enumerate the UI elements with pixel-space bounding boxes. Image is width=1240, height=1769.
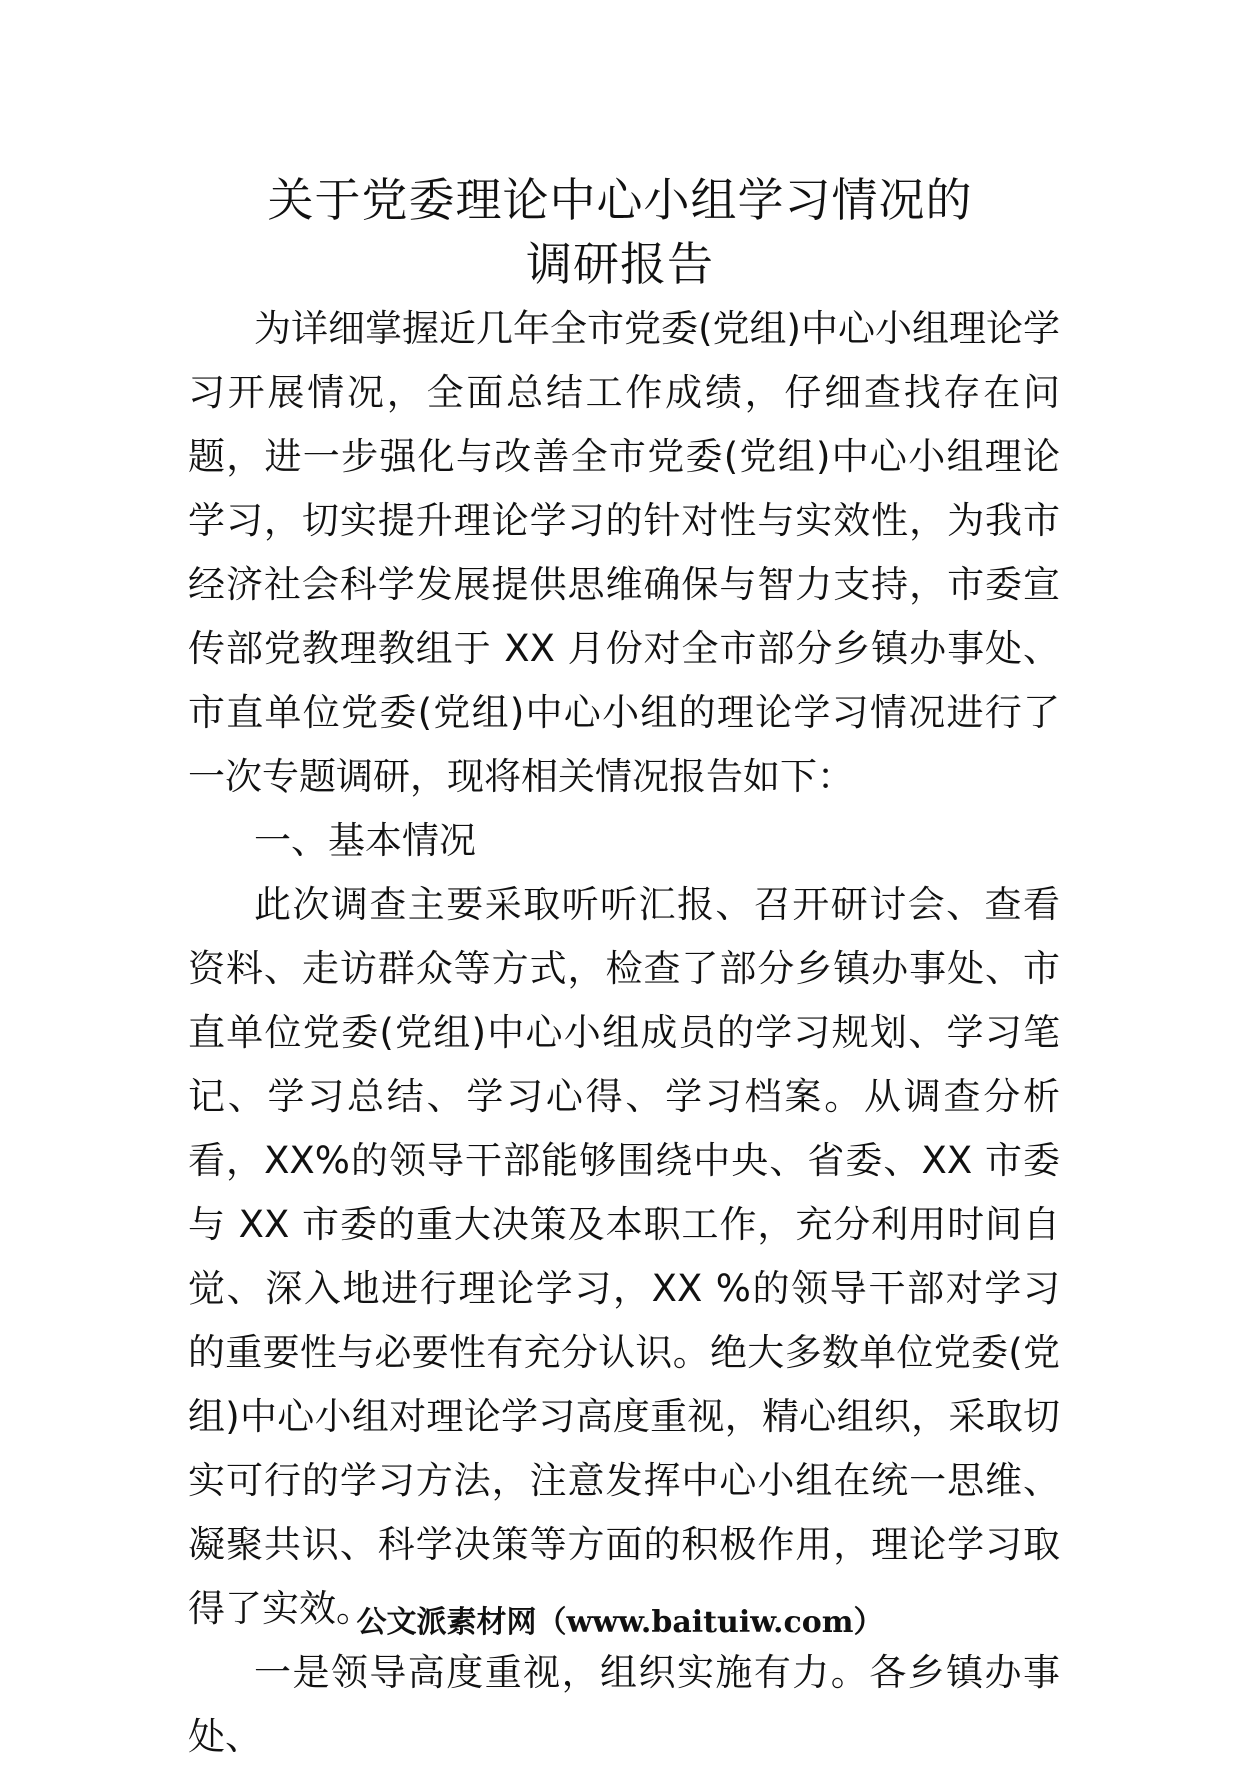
basic-situation-paragraph: 此次调查主要采取听听汇报、召开研讨会、查看资料、走访群众等方式，检查了部分乡镇办事处、市直单位党委(党组)中心小组成员的学习规划、学习笔记、学习总结、学习心得、学习档案。从调查分析看，XX%的领导干部能够围绕中央、省委、XX 市委与 XX 市委的重大决策及本职工作，充分利用时间自觉、深入地进行理论学习，XX %的领导干部对学习的重要性与必要性有充分认识。绝大多数单位党委(党组)中心小组对理论学习高度重视，精心组织，采取切实可行的学习方法，注意发挥中心小组在统一思维、凝聚共识、科学决策等方面的积极作用，理论学习取得了实效。 xyxy=(188,883,1060,1630)
intro-paragraph: 为详细掌握近几年全市党委(党组)中心小组理论学习开展情况，全面总结工作成绩，仔细查找存在问题，进一步强化与改善全市党委(党组)中心小组理论学习，切实提升理论学习的针对性与实效性，为我市经济社会科学发展提供思维确保与智力支持，市委宣传部党教理教组于 XX 月份对全市部分乡镇办事处、市直单位党委(党组)中心小组的理论学习情况进行了一次专题调研，现将相关情况报告如下： xyxy=(188,307,1060,798)
document-title-line-1: 关于党委理论中心小组学习情况的 xyxy=(267,173,973,227)
section-heading-basic-situation: 一、基本情况 xyxy=(254,819,476,862)
point-one-paragraph: 一是领导高度重视，组织实施有力。各乡镇办事处、 xyxy=(188,1651,1060,1758)
document-title-line-2: 调研报告 xyxy=(526,237,714,291)
footer-watermark: 公文派素材网（www.baituiw.com） xyxy=(356,1605,884,1640)
document-body xyxy=(188,297,1060,1769)
